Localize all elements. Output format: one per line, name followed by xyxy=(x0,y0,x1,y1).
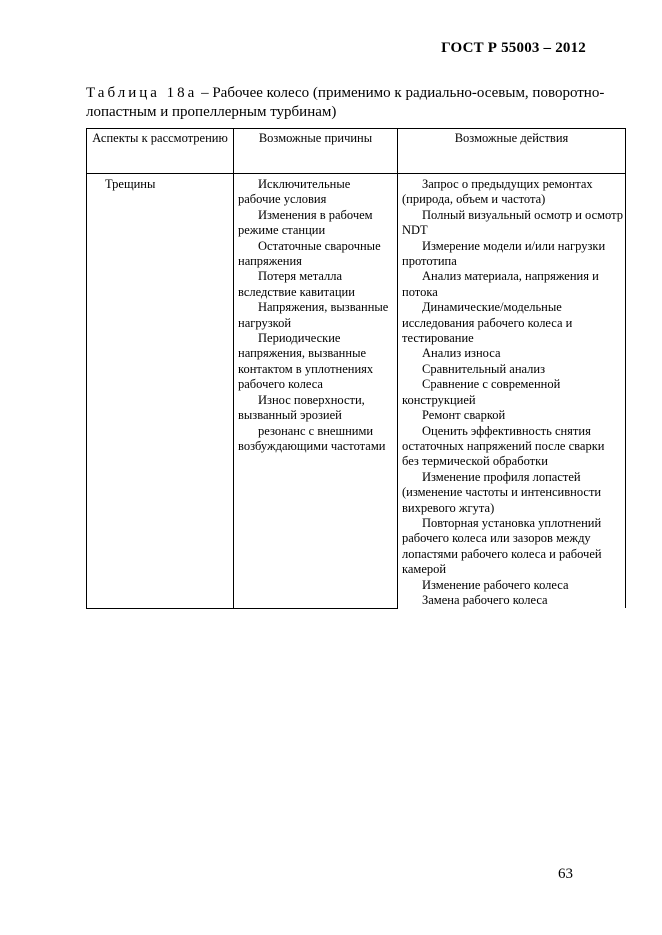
action-item: Ремонт сваркой xyxy=(422,408,506,423)
cause-item: Исключительные рабочие условия xyxy=(238,177,351,207)
action-item: Повторная установка уплотнений рабочего колеса или зазоров между лопастями рабочего колеса и рабочей камерой xyxy=(402,515,602,577)
cracks-table xyxy=(86,128,626,609)
action-item: Измерение модели и/или нагрузки прототипа xyxy=(402,238,606,269)
action-item: Сравнение с современной конструкцией xyxy=(402,377,561,407)
cause-item: Изменения в рабочем режиме станции xyxy=(238,207,373,238)
action-item: Сравнительный анализ xyxy=(422,361,546,376)
aspect-text: Трещины xyxy=(105,177,156,191)
cause-item: Периодические напряжения, вызванные контактом в уплотнениях рабочего колеса xyxy=(238,331,374,392)
actions-cell xyxy=(398,174,626,609)
action-item: Динамические/модельные исследования рабочего колеса и тестирование xyxy=(402,300,573,346)
cause-item: Износ поверхности, вызванный эрозией xyxy=(238,392,365,423)
table-caption-text: – Рабочее колесо (применимо к радиально-осевым, поворотно-лопастным и пропеллерным турбинам) xyxy=(86,85,605,120)
action-item: Замена рабочего колеса xyxy=(422,592,548,607)
header-aspects: Аспекты к рассмотрению xyxy=(87,129,234,174)
action-item: Изменение профиля лопастей (изменение частоты и интенсивности вихревого жгута) xyxy=(402,469,602,515)
table-caption-label: Таблица 18а xyxy=(86,85,198,101)
cause-item: Напряжения, вызванные нагрузкой xyxy=(238,300,389,330)
header-causes: Возможные причины xyxy=(234,129,398,174)
action-item: Изменение рабочего колеса xyxy=(422,577,569,592)
page-number: 63 xyxy=(558,866,573,882)
cause-item: Потеря металла вследствие кавитации xyxy=(238,269,355,299)
table-caption xyxy=(86,84,626,122)
cause-item: Остаточные сварочные напряжения xyxy=(238,238,381,269)
action-item: Анализ материала, напряжения и потока xyxy=(402,269,599,299)
action-item: Запрос о предыдущих ремонтах (природа, объем и частота) xyxy=(402,177,593,207)
action-item: Анализ износа xyxy=(422,346,501,361)
document-code: ГОСТ Р 55003 – 2012 xyxy=(441,40,586,56)
action-item: Оценить эффективность снятия остаточных напряжений после сварки без термической обработки xyxy=(402,423,605,469)
cause-item: резонанс с внешними возбуждающими частотами xyxy=(238,423,386,453)
header-actions: Возможные действия xyxy=(398,129,626,174)
table-row xyxy=(87,174,626,609)
aspect-cell xyxy=(87,174,234,609)
causes-cell xyxy=(234,174,398,609)
action-item: Полный визуальный осмотр и осмотр NDT xyxy=(402,207,623,238)
